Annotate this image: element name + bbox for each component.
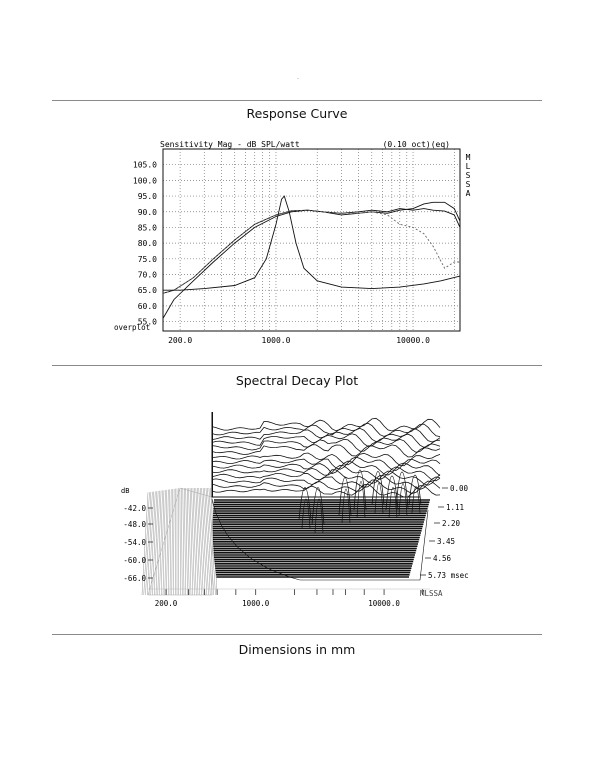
decay-back-slice xyxy=(212,434,440,448)
response-y-tick-label: 60.0 xyxy=(137,301,157,311)
response-x-tick-label: 10000.0 xyxy=(396,336,430,345)
decay-time-tick-label: 1.11 xyxy=(446,503,465,512)
response-corner-label: overplot xyxy=(114,323,151,332)
decay-time-tick-label: 0.00 xyxy=(450,484,469,493)
decay-time-ticks xyxy=(420,484,469,580)
response-y-tick-label: 105.0 xyxy=(132,160,157,170)
decay-hatch-line xyxy=(174,489,175,595)
decay-z-tick-label: -42.0 xyxy=(123,504,146,513)
decay-x-tick-label: 200.0 xyxy=(154,599,178,608)
decay-hatch-line xyxy=(158,491,161,595)
response-curve-title: Response Curve xyxy=(246,106,348,121)
decay-hatch-line xyxy=(172,489,173,595)
decay-x-ticks xyxy=(148,589,430,608)
decay-hatch-line xyxy=(181,488,182,595)
decay-time-tick-label: 4.56 xyxy=(433,554,452,563)
response-x-tick-label: 1000.0 xyxy=(261,336,291,345)
response-side-letter: S xyxy=(465,180,471,189)
decay-hatch-line xyxy=(193,488,196,595)
decay-hatch-line xyxy=(160,490,163,595)
decay-z-tick-label: -60.0 xyxy=(123,556,146,565)
decay-time-tick-label: 3.45 xyxy=(437,537,456,546)
decay-time-tick-label: 5.73 msec xyxy=(428,571,469,580)
decay-z-tick-label: -48.0 xyxy=(123,520,146,529)
decay-hatch-line xyxy=(192,488,195,595)
decay-hatch-line xyxy=(183,488,184,595)
top-mark: . xyxy=(297,74,299,81)
decay-z-tick-label: -54.0 xyxy=(123,538,146,547)
spectral-decay-title: Spectral Decay Plot xyxy=(235,373,359,388)
decay-x-tick-label: 1000.0 xyxy=(242,599,270,608)
decay-hatch-line xyxy=(170,489,171,595)
divider-bottom xyxy=(52,634,542,635)
response-y-tick-label: 75.0 xyxy=(137,254,157,264)
response-y-tick-label: 85.0 xyxy=(137,223,157,233)
response-side-letter: S xyxy=(465,171,471,180)
decay-back-slice xyxy=(212,428,440,442)
decay-hatch-line xyxy=(184,488,186,595)
decay-hatch-line xyxy=(207,488,213,595)
response-chart-annotation: (0.10 oct)(eq) xyxy=(382,140,450,149)
response-side-letter: M xyxy=(465,153,471,162)
response-y-tick-label: 55.0 xyxy=(137,317,157,327)
response-y-tick-label: 95.0 xyxy=(137,192,157,202)
response-y-tick-label: 100.0 xyxy=(132,176,157,186)
response-y-tick-label: 80.0 xyxy=(137,239,157,249)
decay-back-slice xyxy=(212,445,440,457)
decay-x-tick-label: 10000.0 xyxy=(368,599,400,608)
decay-back-slice xyxy=(212,418,440,431)
decay-z-tick-label: -66.0 xyxy=(123,574,146,583)
response-y-tick-label: 70.0 xyxy=(137,270,157,280)
dimensions-title: Dimensions in mm xyxy=(238,642,356,657)
decay-left-wall xyxy=(142,488,217,595)
decay-z-label: dB xyxy=(121,487,130,495)
response-chart-title: Sensitivity Mag - dB SPL/watt xyxy=(160,140,300,149)
decay-hatch-line xyxy=(168,489,170,595)
decay-corner-label: MLSSA xyxy=(420,589,443,598)
decay-time-tick-label: 2.20 xyxy=(442,519,461,528)
decay-hatch-line xyxy=(206,488,212,595)
response-side-letter: A xyxy=(465,189,471,198)
decay-floor xyxy=(212,499,430,580)
decay-back-slice xyxy=(212,461,440,476)
response-x-tick-label: 200.0 xyxy=(168,336,193,345)
response-side-letter: L xyxy=(465,162,471,171)
decay-hatch-line xyxy=(205,488,211,595)
decay-hatch-line xyxy=(180,488,181,595)
response-y-tick-label: 65.0 xyxy=(137,286,157,296)
response-y-tick-label: 90.0 xyxy=(137,207,157,217)
